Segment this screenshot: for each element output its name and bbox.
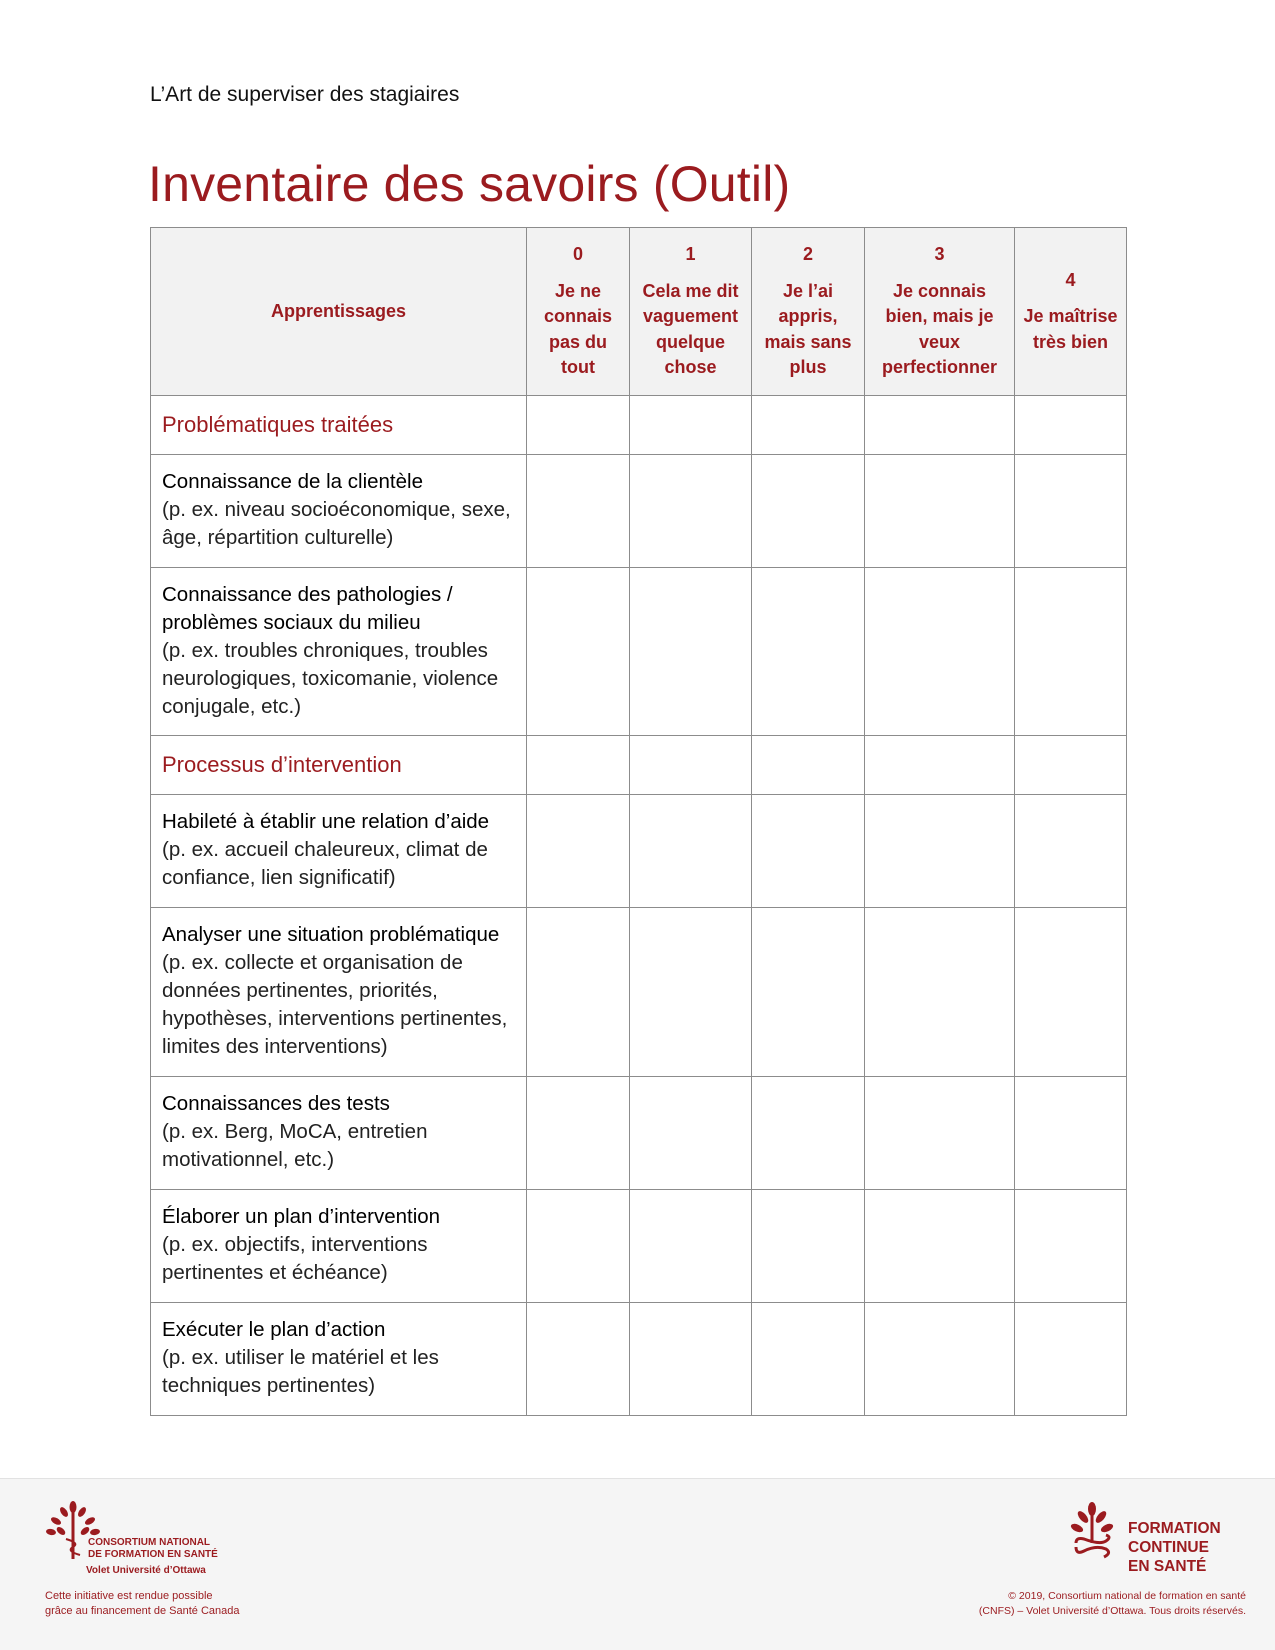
- item-cell: [151, 568, 527, 736]
- level-number: 1: [685, 244, 696, 265]
- table-row: [151, 1303, 1127, 1416]
- rating-cell[interactable]: [630, 455, 752, 568]
- header-level-3: [865, 228, 1015, 396]
- rating-cell[interactable]: [865, 455, 1015, 568]
- funding-line: Cette initiative est rendue possible: [45, 1590, 213, 1602]
- knowledge-inventory-table: [150, 227, 1127, 1416]
- rating-cell[interactable]: [752, 1190, 865, 1303]
- org-name: [88, 1537, 218, 1561]
- level-label: Cela me dit vaguement quelque chose: [642, 280, 739, 378]
- item-title: Analyser une situation problématique: [162, 923, 500, 946]
- rating-cell[interactable]: [630, 736, 752, 795]
- header-apprentissages: Apprentissages: [151, 228, 527, 396]
- header-level-0: [527, 228, 630, 396]
- item-description: (p. ex. accueil chaleureux, climat de confiance, lien significatif): [162, 838, 488, 889]
- section-row: [151, 396, 1127, 455]
- table-row: [151, 1077, 1127, 1190]
- table-row: [151, 908, 1127, 1077]
- section-row: [151, 736, 1127, 795]
- item-title: Connaissance des pathologies / problèmes sociaux du milieu: [162, 583, 453, 634]
- rating-cell[interactable]: [865, 1077, 1015, 1190]
- copyright-line: (CNFS) – Volet Université d’Ottawa. Tous droits réservés.: [978, 1605, 1246, 1617]
- rating-cell[interactable]: [865, 795, 1015, 908]
- rating-cell[interactable]: [1015, 736, 1127, 795]
- rating-cell[interactable]: [1015, 1190, 1127, 1303]
- brand-line: CONTINUE: [1128, 1539, 1209, 1556]
- level-label: Je l’ai appris, mais sans plus: [764, 280, 852, 378]
- level-label: Je connais bien, mais je veux perfectionner: [881, 280, 998, 378]
- rating-cell[interactable]: [630, 1077, 752, 1190]
- rating-cell[interactable]: [527, 736, 630, 795]
- table-row: [151, 568, 1127, 736]
- item-cell: [151, 1303, 527, 1416]
- rating-cell[interactable]: [752, 1303, 865, 1416]
- item-title: Connaissance de la clientèle: [162, 470, 423, 493]
- funding-line: grâce au financement de Santé Canada: [45, 1605, 240, 1617]
- brand-line: FORMATION: [1128, 1520, 1221, 1537]
- table-header-row: [151, 228, 1127, 396]
- rating-cell[interactable]: [527, 1077, 630, 1190]
- rating-cell[interactable]: [752, 795, 865, 908]
- rating-cell[interactable]: [865, 908, 1015, 1077]
- level-number: 0: [572, 244, 583, 265]
- rating-cell[interactable]: [1015, 908, 1127, 1077]
- item-cell: [151, 795, 527, 908]
- rating-cell[interactable]: [630, 568, 752, 736]
- item-description: (p. ex. niveau socioéconomique, sexe, âge, répartition culturelle): [162, 498, 511, 549]
- fcs-logo-icon: [1070, 1501, 1114, 1563]
- rating-cell[interactable]: [527, 396, 630, 455]
- rating-cell[interactable]: [527, 568, 630, 736]
- rating-cell[interactable]: [1015, 1077, 1127, 1190]
- item-description: (p. ex. troubles chroniques, troubles neurologiques, toxicomanie, violence conjugale, etc.): [162, 639, 499, 718]
- section-title: Processus d’intervention: [151, 736, 527, 795]
- rating-cell[interactable]: [1015, 568, 1127, 736]
- rating-cell[interactable]: [1015, 795, 1127, 908]
- item-cell: [151, 908, 527, 1077]
- rating-cell[interactable]: [752, 455, 865, 568]
- org-name-line: DE FORMATION EN SANTÉ: [88, 1549, 218, 1560]
- rating-cell[interactable]: [527, 1303, 630, 1416]
- copyright-note: [979, 1589, 1246, 1619]
- item-title: Connaissances des tests: [162, 1092, 390, 1115]
- rating-cell[interactable]: [527, 455, 630, 568]
- item-description: (p. ex. collecte et organisation de données pertinentes, priorités, hypothèses, interventions pertinentes, limites des interventions): [162, 951, 508, 1058]
- rating-cell[interactable]: [865, 568, 1015, 736]
- rating-cell[interactable]: [752, 568, 865, 736]
- section-title: Problématiques traitées: [151, 396, 527, 455]
- org-subtitle: Volet Université d’Ottawa: [86, 1565, 206, 1576]
- item-title: Habileté à établir une relation d’aide: [162, 810, 490, 833]
- rating-cell[interactable]: [527, 908, 630, 1077]
- funding-note: [45, 1589, 239, 1619]
- level-label: Je maîtrise très bien: [1023, 306, 1118, 352]
- rating-cell[interactable]: [1015, 1303, 1127, 1416]
- item-description: (p. ex. Berg, MoCA, entretien motivationnel, etc.): [162, 1120, 428, 1171]
- item-cell: [151, 455, 527, 568]
- level-number: 3: [934, 244, 945, 265]
- item-title: Exécuter le plan d’action: [162, 1318, 386, 1341]
- rating-cell[interactable]: [1015, 455, 1127, 568]
- level-label: Je ne connais pas du tout: [543, 280, 613, 378]
- footer: [0, 1478, 1275, 1650]
- rating-cell[interactable]: [752, 736, 865, 795]
- rating-cell[interactable]: [1015, 396, 1127, 455]
- fcs-brand-text: [1128, 1519, 1221, 1576]
- rating-cell[interactable]: [865, 1303, 1015, 1416]
- table-row: [151, 455, 1127, 568]
- rating-cell[interactable]: [752, 1077, 865, 1190]
- rating-cell[interactable]: [630, 396, 752, 455]
- item-title: Élaborer un plan d’intervention: [162, 1205, 441, 1228]
- rating-cell[interactable]: [630, 1303, 752, 1416]
- rating-cell[interactable]: [752, 908, 865, 1077]
- rating-cell[interactable]: [630, 1190, 752, 1303]
- item-description: (p. ex. utiliser le matériel et les techniques pertinentes): [162, 1346, 439, 1397]
- item-cell: [151, 1077, 527, 1190]
- rating-cell[interactable]: [630, 908, 752, 1077]
- page-title: Inventaire des savoirs (Outil): [148, 156, 791, 212]
- brand-line: EN SANTÉ: [1128, 1558, 1207, 1575]
- rating-cell[interactable]: [630, 795, 752, 908]
- table-row: [151, 1190, 1127, 1303]
- rating-cell[interactable]: [865, 1190, 1015, 1303]
- level-number: 4: [1065, 269, 1076, 290]
- org-name-line: CONSORTIUM NATIONAL: [88, 1537, 211, 1548]
- rating-cell[interactable]: [865, 396, 1015, 455]
- rating-cell[interactable]: [865, 736, 1015, 795]
- rating-cell[interactable]: [752, 396, 865, 455]
- level-number: 2: [802, 244, 813, 265]
- header-level-1: [630, 228, 752, 396]
- header-level-2: [752, 228, 865, 396]
- copyright-line: © 2019, Consortium national de formation en santé: [1008, 1590, 1246, 1602]
- item-description: (p. ex. objectifs, interventions pertinentes et échéance): [162, 1233, 428, 1284]
- item-cell: [151, 1190, 527, 1303]
- rating-cell[interactable]: [527, 795, 630, 908]
- table-row: [151, 795, 1127, 908]
- header-level-4: [1015, 228, 1127, 396]
- rating-cell[interactable]: [527, 1190, 630, 1303]
- course-title: L’Art de superviser des stagiaires: [150, 83, 460, 106]
